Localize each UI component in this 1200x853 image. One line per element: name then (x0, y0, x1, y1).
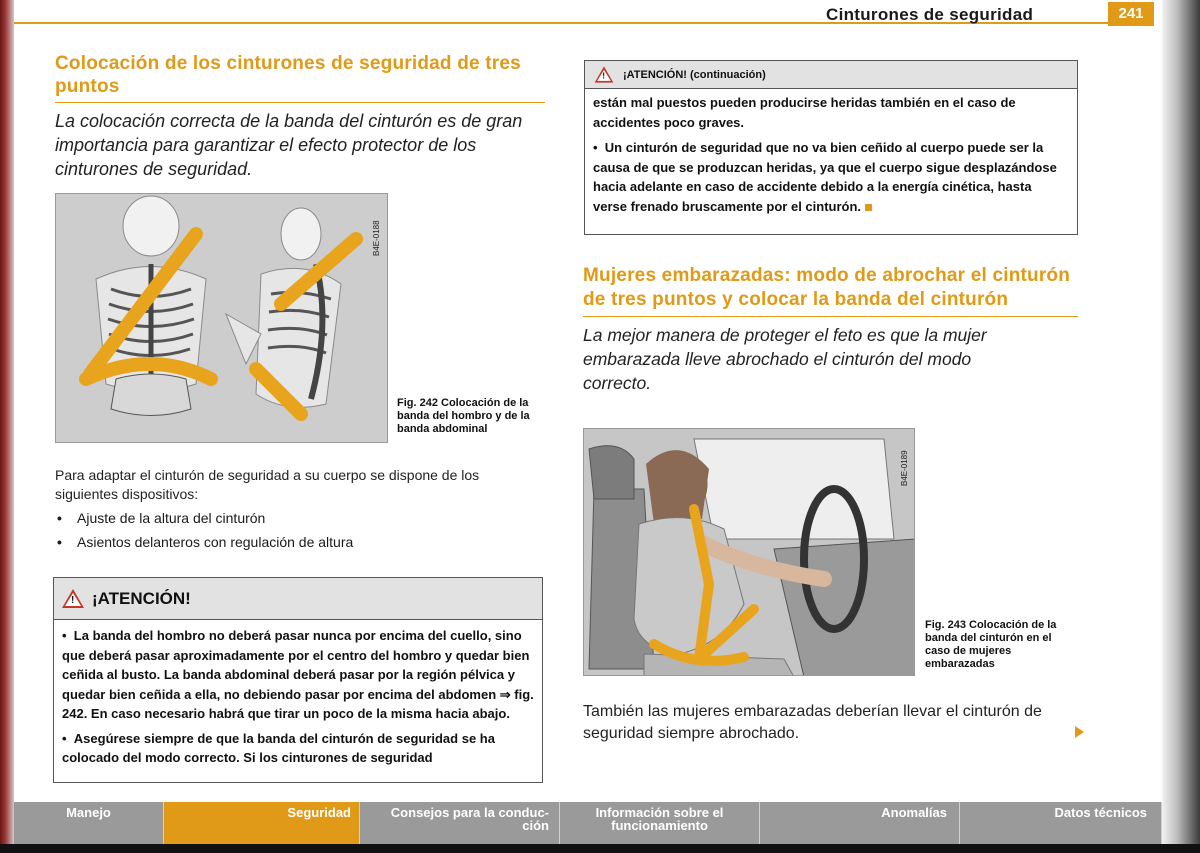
section-heading: Mujeres embarazadas: modo de abrochar el cinturón de tres puntos y colocar la banda del cinturón (583, 265, 1071, 310)
warning-text: Un cinturón de seguridad que no va bien ceñido al cuerpo puede ser la causa de que se produzcan heridas, ya que el cuerpo sigue desplazándose hacia adelante en caso de accidente debido a la energía cinética, hasta verse frenado bruscamente por el cinturón. (593, 140, 1057, 214)
warning-body (585, 89, 1077, 222)
warning-triangle-icon: ! (62, 589, 84, 608)
continue-arrow-icon (1075, 726, 1084, 738)
page-binding-shadow (0, 0, 14, 853)
tab-manejo[interactable] (14, 802, 164, 844)
tab-label: Datos técnicos (1054, 805, 1147, 820)
figure-242-caption: Fig. 242 Colocación de la banda del hombro y de la banda abdominal (397, 397, 530, 435)
body-paragraph: También las mujeres embarazadas deberían llevar el cinturón de seguridad siempre abrochado. (583, 703, 1042, 742)
running-header-title: Cinturones de seguridad (826, 5, 1034, 24)
tab-informacion-funcionamiento[interactable] (560, 802, 760, 844)
tab-label: Manejo (66, 805, 111, 820)
warning-box (53, 577, 543, 783)
end-of-section-mark (865, 204, 872, 211)
warning-paragraph: • Un cinturón de seguridad que no va bien ceñido al cuerpo puede ser la causa de que se produzcan heridas, ya que el cuerpo sigue desplazándose hacia adelante en caso de accidente debido a la energía cinética, hasta verse frenado bruscamente por el cinturón. (593, 140, 1057, 214)
warning-paragraph: están mal puestos pueden producirse heridas también en el caso de accidentes poco graves. (593, 95, 1016, 130)
body-paragraph: Para adaptar el cinturón de seguridad a su cuerpo se dispone de los siguientes dispositivos: (55, 467, 480, 502)
warning-paragraph: • La banda del hombro no deberá pasar nunca por encima del cuello, sino que deberá pasar aproximadamente por el centro del hombro y quedar bien ceñida al busto. La banda abdominal deberá pasar por la región pélvica y quedar bien ceñida a ella, no debiendo pasar por encima del abdomen ⇒ fig. 242. En caso necesario habrá que tirar un poco de la misma hacia abajo. (62, 628, 534, 721)
page-edge-shadow (1162, 0, 1200, 853)
warning-text: Asegúrese siempre de que la banda del cinturón de seguridad se ha colocado del modo correcto. Si los cinturones de seguridad (62, 730, 495, 765)
tab-seguridad[interactable] (164, 802, 360, 844)
warning-continued-box (584, 60, 1078, 235)
list-item: • Asientos delanteros con regulación de altura (55, 533, 545, 552)
warning-triangle-icon: ! (595, 66, 614, 82)
tab-consejos-conduccion[interactable] (360, 802, 560, 844)
figure-243-illustration (583, 428, 915, 676)
right-section-header (583, 264, 1078, 395)
skeleton-seatbelt-icon (56, 194, 388, 443)
warning-header (54, 578, 542, 620)
device-list (55, 509, 545, 552)
tab-datos-tecnicos[interactable] (960, 802, 1162, 844)
warning-paragraph: • Asegúrese siempre de que la banda del cinturón de seguridad se ha colocado del modo correcto. Si los cinturones de seguridad (62, 730, 495, 765)
section-rule (583, 316, 1078, 317)
pregnant-driver-icon (584, 429, 915, 676)
section-rule (55, 102, 545, 103)
list-item: • Ajuste de la altura del cinturón (55, 509, 545, 528)
warning-body (54, 620, 542, 774)
right-body (583, 701, 1053, 745)
warning-text: La banda del hombro no deberá pasar nunca por encima del cuello, sino que deberá pasar aproximadamente por el centro del hombro y quedar bien ceñida al busto. La banda abdominal deberá pasar por la región pélvica y quedar bien ceñida a ella, no debiendo pasar por encima del abdomen ⇒ fig. 242. En caso necesario habrá que tirar un poco de la misma hacia abajo. (62, 628, 534, 721)
warning-title: ¡ATENCIÓN! (continuación) (623, 68, 766, 81)
tab-label: Seguridad (287, 805, 351, 820)
tab-label: Anomalías (881, 805, 947, 820)
figure-243-code: B4E-0189 (900, 450, 909, 486)
footer-bottom-bar (0, 844, 1200, 853)
figure-242-code: B4E-0188 (372, 220, 381, 256)
section-heading: Colocación de los cinturones de seguridad de tres puntos (55, 53, 521, 97)
figure-243-caption: Fig. 243 Colocación de la banda del cinturón en el caso de mujeres embarazadas (925, 619, 1057, 670)
figure-242-illustration (55, 193, 388, 443)
left-body (55, 466, 545, 552)
tab-label: Información sobre el funcionamiento (595, 805, 724, 833)
footer-nav (14, 802, 1162, 844)
tab-anomalias[interactable] (760, 802, 960, 844)
section-intro: La mejor manera de proteger el feto es que la mujer embarazada lleve abrochado el cinturón del modo correcto. (583, 325, 987, 393)
warning-header (585, 61, 1077, 89)
section-intro: La colocación correcta de la banda del cinturón es de gran importancia para garantizar el efecto protector de los cinturones de seguridad. (55, 111, 523, 179)
left-section-header (55, 52, 545, 181)
tab-label: Consejos para la conduc- ción (390, 805, 549, 833)
page-number: 241 (1108, 2, 1154, 26)
warning-title: ¡ATENCIÓN! (92, 588, 191, 608)
